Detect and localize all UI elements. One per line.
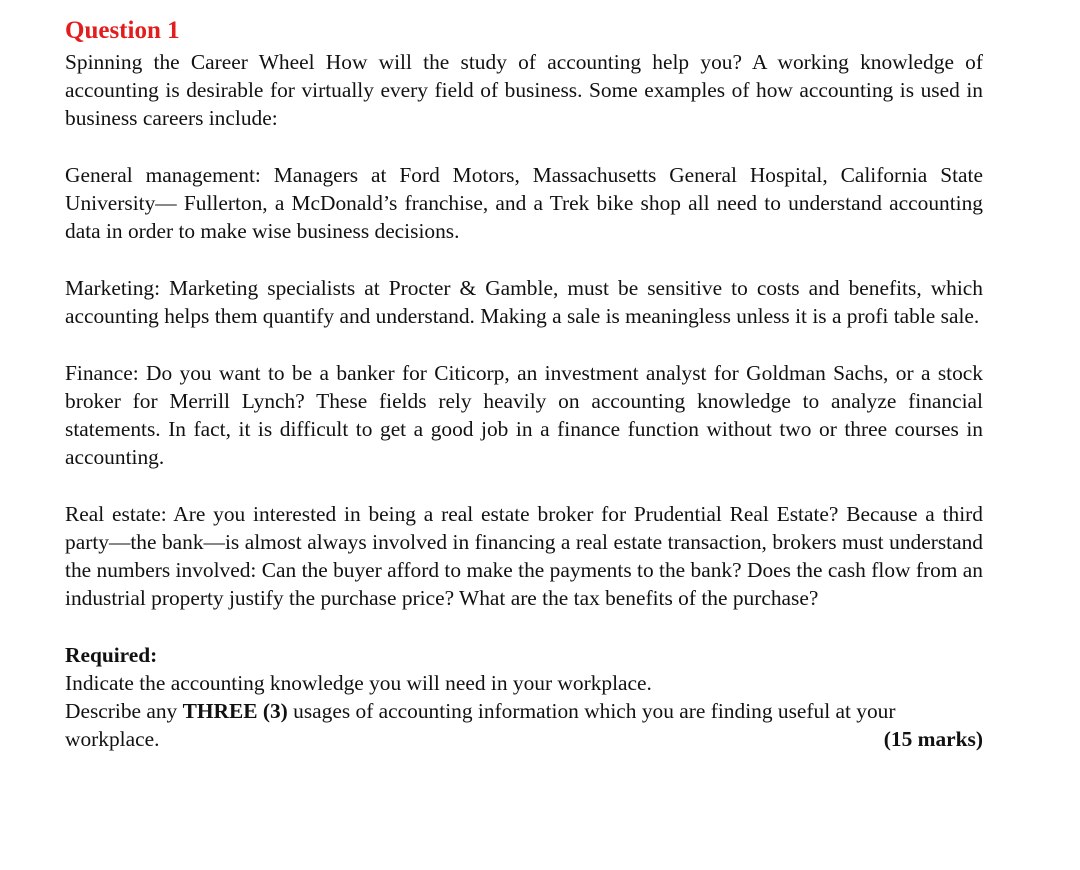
paragraph-general-management: General management: Managers at Ford Motors, Massachusetts General Hospital, California State University— Fullerton, a McDonald’s franchise, and a Trek bike shop all need to understand accounting data in order to make wise business decisions. bbox=[65, 163, 983, 243]
question-title: Question 1 bbox=[65, 17, 180, 44]
intro-paragraph: Spinning the Career Wheel How will the study of accounting help you? A working knowledge of accounting is desirable for virtually every field of business. Some examples of how accounting is used in business careers include: bbox=[65, 50, 983, 130]
paragraph-marketing: Marketing: Marketing specialists at Procter & Gamble, must be sensitive to costs and benefits, which accounting helps them quantify and understand. Making a sale is meaningless unless it is a profi table sale. bbox=[65, 276, 983, 328]
required-section bbox=[65, 641, 983, 753]
required-line-1: Indicate the accounting knowledge you will need in your workplace. bbox=[65, 671, 652, 695]
marks-label: (15 marks) bbox=[883, 727, 983, 751]
paragraph-finance: Finance: Do you want to be a banker for Citicorp, an investment analyst for Goldman Sachs, or a stock broker for Merrill Lynch? These fields rely heavily on accounting knowledge to analyze financial statements. In fact, it is difficult to get a good job in a finance function without two or three courses in accounting. bbox=[65, 361, 983, 469]
required-line-2-start: Describe any bbox=[65, 699, 183, 723]
required-line-2-end: usages of accounting information which you are finding useful at your bbox=[287, 699, 896, 723]
paragraph-real-estate: Real estate: Are you interested in being a real estate broker for Prudential Real Estate? Because a third party—the bank—is almost always involved in financing a real estate transaction, brokers must understand the numbers involved: Can the buyer afford to make the payments to the bank? Does the cash flow from an industrial property justify the purchase price? What are the tax benefits of the purchase? bbox=[65, 502, 983, 610]
required-line-2 bbox=[65, 697, 983, 725]
required-line-3-text: workplace. bbox=[65, 727, 160, 751]
required-line-3 bbox=[65, 725, 983, 753]
required-heading: Required: bbox=[65, 643, 158, 667]
document-page bbox=[65, 14, 983, 753]
required-count-emphasis: THREE (3) bbox=[182, 699, 288, 723]
